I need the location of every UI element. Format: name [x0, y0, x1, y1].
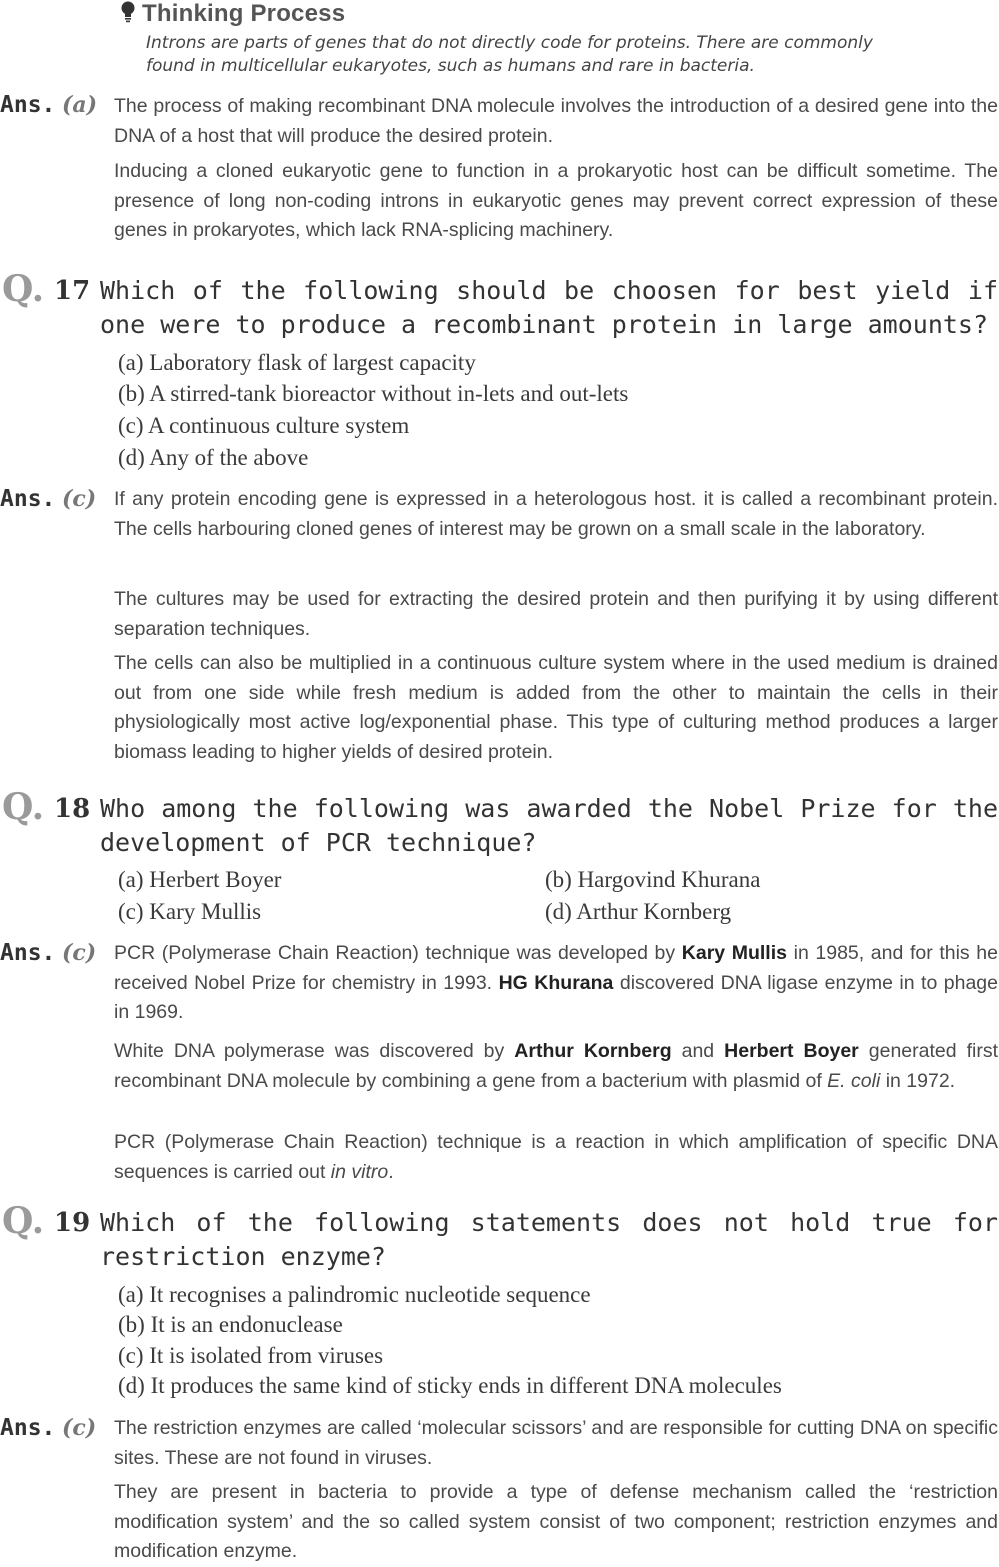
answer-paragraph: PCR (Polymerase Chain Reaction) technique is a reaction in which amplification of specific DNA sequences is carried out in vitro.: [114, 1131, 998, 1183]
answer-paragraph: If any protein encoding gene is expressed in a heterologous host. it is called a recombinant protein. The cells harbouring cloned genes of interest may be grown on a small scale in the laboratory.: [114, 488, 998, 540]
option-d: (d) Arthur Kornberg: [545, 899, 732, 924]
answer-paragraph: Inducing a cloned eukaryotic gene to function in a prokaryotic host can be difficult sometime. The presence of long non-coding introns in eukaryotic genes may prevent correct expression of these genes in prokaryotes, which lack RNA-splicing machinery.: [114, 160, 998, 241]
answer-paragraph: The restriction enzymes are called ‘molecular scissors’ and are responsible for cutting DNA on specific sites. These are not found in viruses.: [114, 1417, 998, 1469]
name-kary-mullis: Kary Mullis: [681, 942, 787, 964]
name-arthur-kornberg: Arthur Kornberg: [514, 1040, 672, 1062]
answer-option: (a): [62, 92, 98, 118]
question-mark: Q.: [2, 1200, 45, 1242]
question-mark: Q.: [2, 786, 45, 828]
option-b: (b) Hargovind Khurana: [545, 867, 761, 892]
answer-paragraph: The cultures may be used for extracting the desired protein and then purifying it by using different separation techniques.: [114, 588, 998, 640]
answer-paragraph: They are present in bacteria to provide a type of defense mechanism called the ‘restriction modification system’ and the so called system consist of two component; restriction enzymes and modification enzyme.: [114, 1481, 998, 1562]
option-a: (a) Laboratory flask of largest capacity: [118, 350, 476, 375]
question-number: 19: [54, 1208, 91, 1238]
answer-paragraph: The cells can also be multiplied in a continuous culture system where in the used medium is drained out from one side while fresh medium is added from the other to maintain the cells in their physiologically most active log/exponential phase. This type of culturing method produces a larger biomass leading to higher yields of desired protein.: [114, 652, 998, 763]
option-d: (d) Any of the above: [118, 445, 309, 470]
option-a: (a) Herbert Boyer: [118, 867, 282, 892]
answer-label: Ans.: [0, 1415, 56, 1441]
question-mark: Q.: [2, 268, 45, 310]
question-number: 17: [54, 276, 91, 306]
question-text: Which of the following statements does not hold true for restriction enzyme?: [100, 1208, 998, 1271]
option-b: (b) It is an endonuclease: [118, 1312, 343, 1337]
term-in-vitro: in vitro: [330, 1160, 389, 1183]
question-text: Who among the following was awarded the Nobel Prize for the development of PCR technique?: [100, 794, 998, 857]
option-c: (c) A continuous culture system: [118, 413, 410, 438]
thinking-process-heading: [120, 0, 345, 28]
name-herbert-boyer: Herbert Boyer: [724, 1040, 859, 1062]
question-number: 18: [54, 794, 91, 824]
name-hg-khurana: HG Khurana: [498, 971, 614, 994]
species-e-coli: E. coli: [827, 1069, 881, 1092]
option-c: (c) It is isolated from viruses: [118, 1343, 384, 1368]
thinking-line-1: Introns are parts of genes that do not directly code for proteins. There are commonly: [146, 33, 873, 53]
option-a: (a) It recognises a palindromic nucleotide sequence: [118, 1282, 591, 1307]
answer-label: Ans.: [0, 486, 56, 512]
answer-paragraph: PCR (Polymerase Chain Reaction) technique was developed by Kary Mullis in 1985, and for this he received Nobel Prize for chemistry in 1993. HG Khurana discovered DNA ligase enzyme in to phage in 1969.: [114, 942, 998, 1023]
answer-label: Ans.: [0, 940, 56, 966]
answer-option: (c): [62, 486, 97, 512]
answer-paragraph: The process of making recombinant DNA molecule involves the introduction of a desired gene into the DNA of a host that will produce the desired protein.: [114, 95, 998, 147]
answer-option: (c): [62, 940, 97, 966]
lightbulb-icon: [120, 1, 136, 23]
thinking-process-text: [146, 32, 946, 78]
option-d: (d) It produces the same kind of sticky ends in different DNA molecules: [118, 1373, 782, 1398]
thinking-line-2: found in multicellular eukaryotes, such as humans and rare in bacteria.: [146, 56, 755, 76]
answer-option: (c): [62, 1415, 97, 1441]
question-text: Which of the following should be choosen for best yield if one were to produce a recombinant protein in large amounts?: [100, 276, 998, 339]
option-c: (c) Kary Mullis: [118, 899, 262, 924]
option-b: (b) A stirred-tank bioreactor without in-lets and out-lets: [118, 381, 629, 406]
answer-label: Ans.: [0, 92, 56, 118]
thinking-process-title: Thinking Process: [142, 0, 346, 27]
answer-paragraph: White DNA polymerase was discovered by Arthur Kornberg and Herbert Boyer generated first recombinant DNA molecule by combining a gene from a bacterium with plasmid of E. coli in 1972.: [114, 1040, 998, 1092]
